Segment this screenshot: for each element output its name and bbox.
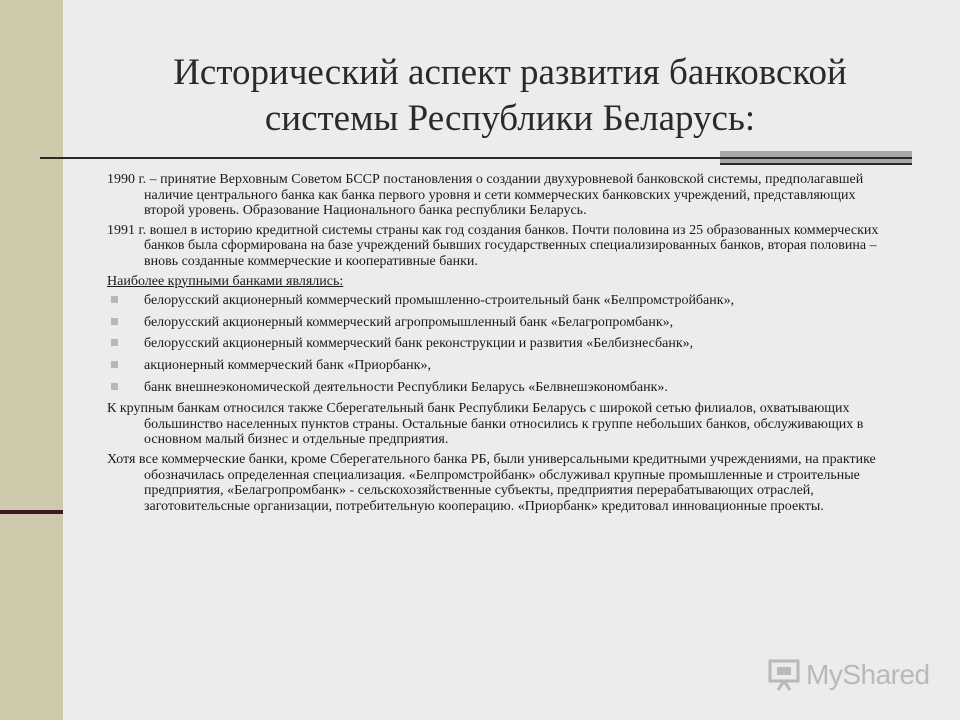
paragraph-large-banks: К крупным банкам относился также Сберегательный банк Республики Беларусь с широкой сетью филиалов, охватывающих большинство населенных пунктов страны. Остальные банки относились к группе небольших банков, обслуживающих в основном малый бизнес и отдельные предприятия. [107,401,864,448]
bullet-icon [111,383,118,390]
paragraph-1990-text: г. – принятие Верховным Советом БССР постановления о создании двухуровневой банковской системы, предполагавшей наличие центрального банка как банка первого уровня и сети коммерческих банковских учреждений, представляющих второй уровень. Образование Национального банка республики Беларусь. [135,172,864,219]
list-item [107,315,897,331]
list-item [107,336,897,352]
banks-list [107,293,897,395]
list-item [107,380,897,396]
side-decoration-bar [0,0,63,720]
bullet-icon [111,296,118,303]
presentation-icon [768,658,802,692]
bullet-icon [111,318,118,325]
list-item [107,358,897,374]
title-line-2: системы Республики Беларусь: [264,98,756,139]
bank-item-text: белорусский акционерный коммерческий банк реконструкции и развития «Белбизнесбанк», [144,336,694,352]
bullet-icon [111,361,118,368]
bullet-icon [111,339,118,346]
watermark [768,656,938,694]
paragraph-universal-banks: Хотя все коммерческие банки, кроме Сберегательного банка РБ, были универсальными кредитными учреждениями, на практике обозначилась определенная специализация. «Белпромстройбанк» обслуживал крупные промышленные и строительные предприятия, «Белагропромбанк» - сельскохозяйственные субъекты, предприятия перерабатывающих отраслей, заготовительсные организации, потребительную кооперацию. «Приорбанк» кредитовал инновационные проекты. [107,451,876,514]
title-line-1: Исторический аспект развития банковской [173,52,847,93]
slide-body [107,172,897,518]
paragraph-1991-text: г. вошел в историю кредитной системы страны как год создания банков. Почти половина из 25 образованных коммерческих банков была сформирована на базе учреждений бывших государственных специализированных банков, вторая половина – вновь созданные коммерческие и кооперативные банки. [135,222,879,269]
bank-item-text: белорусский акционерный коммерческий агропромышленный банк «Белагропромбанк», [144,314,674,330]
title-divider-thin [40,157,912,159]
year-1990: 1990 [107,172,135,187]
bank-item-text: белорусский акционерный коммерческий промышленно-строительный банк «Белпромстройбанк», [144,293,735,309]
side-decoration-mark [0,510,63,514]
year-1991: 1991 [107,222,135,238]
bank-item-text: банк внешнеэкономической деятельности Республики Беларусь «Белвнешэкономбанк». [144,379,668,395]
watermark-text: MyShared [806,659,930,690]
slide-title [100,50,920,142]
list-item [107,293,897,309]
paragraph-1991 [107,223,897,270]
largest-banks-heading: Наиболее крупными банками являлись: [107,273,344,289]
paragraph-1990 [107,172,897,219]
bank-item-text: акционерный коммерческий банк «Приорбанк», [144,357,431,373]
